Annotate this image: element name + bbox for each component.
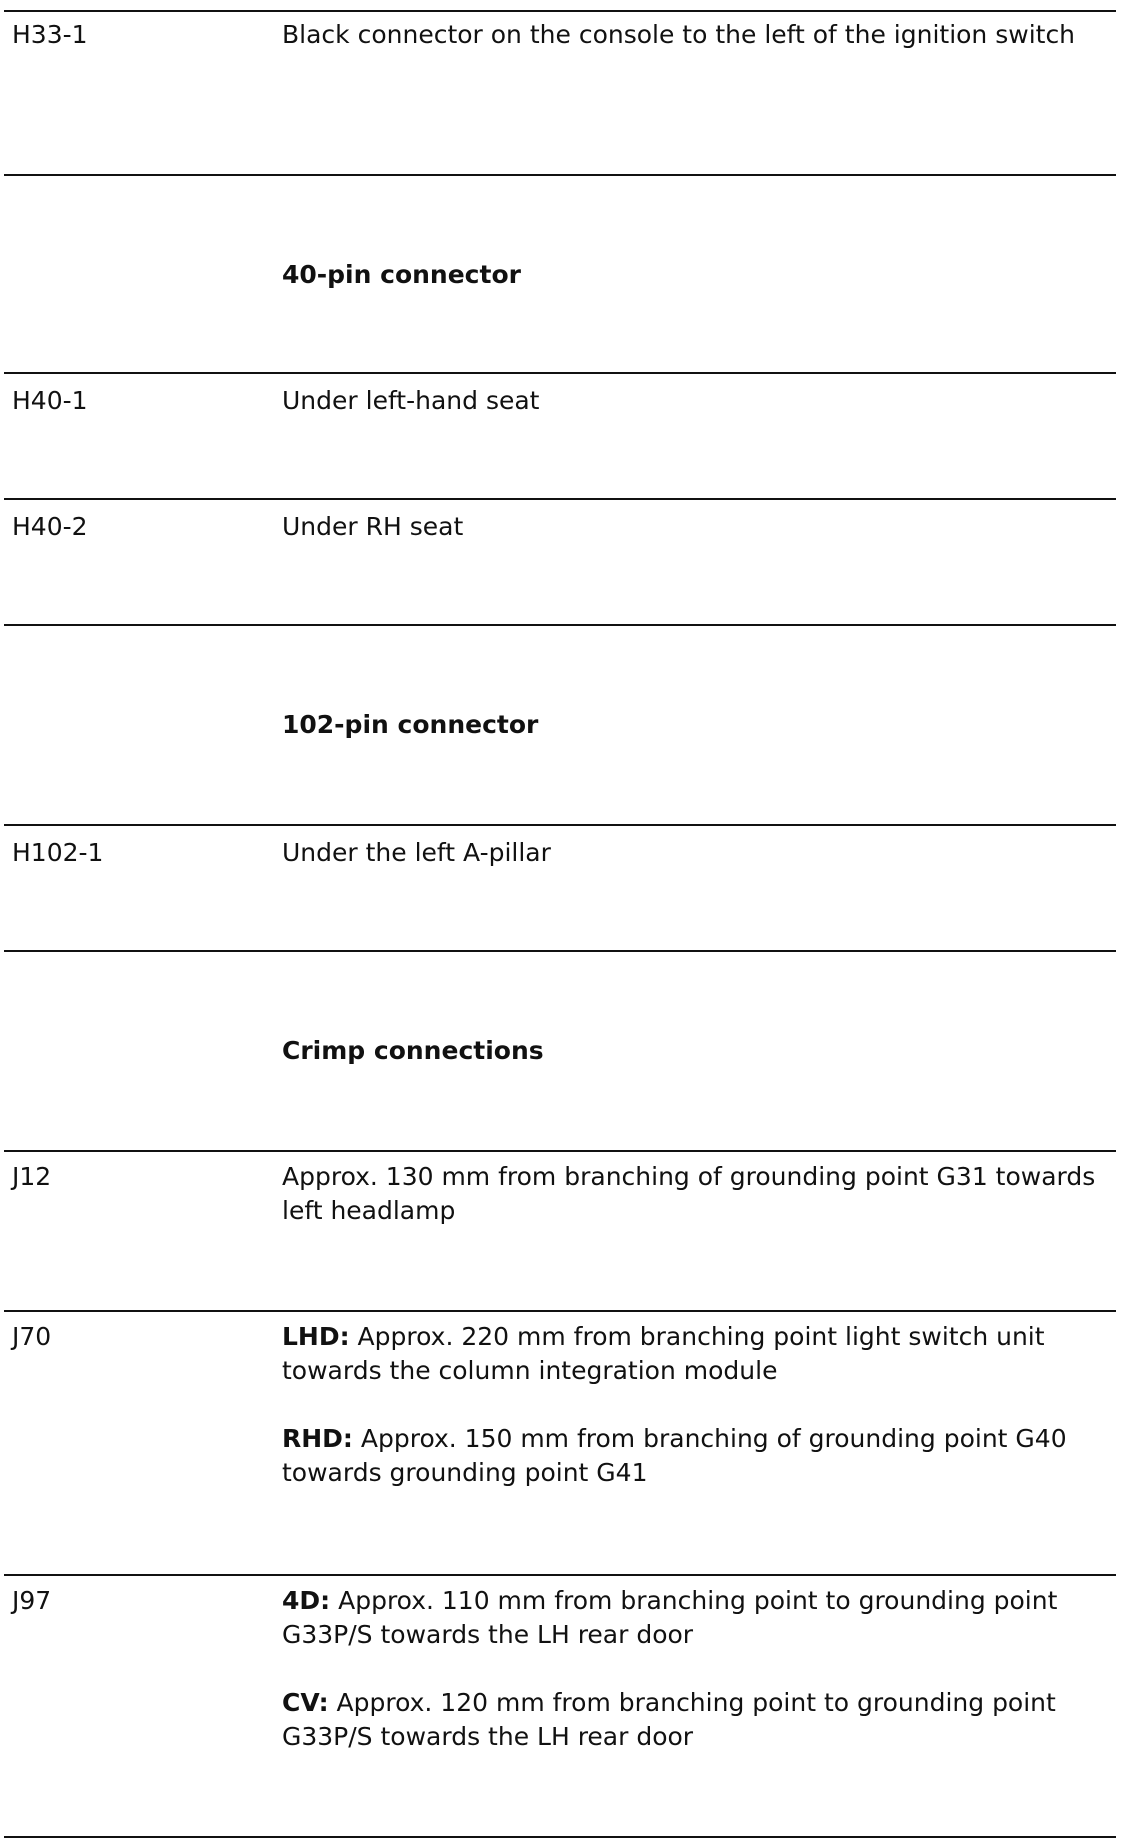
location-paragraph: Under left-hand seat bbox=[282, 386, 540, 415]
row-divider bbox=[4, 1150, 1116, 1152]
location-paragraph: Under RH seat bbox=[282, 512, 464, 541]
connector-location bbox=[282, 384, 1122, 418]
location-paragraph: CV: Approx. 120 mm from branching point to grounding point G33P/S towards the LH rear door bbox=[282, 1688, 1056, 1751]
connector-location bbox=[282, 510, 1122, 544]
section-heading: 102-pin connector bbox=[282, 710, 539, 739]
section-heading: 40-pin connector bbox=[282, 260, 521, 289]
connector-code: H33-1 bbox=[12, 20, 88, 49]
row-divider bbox=[4, 950, 1116, 952]
table-top-rule bbox=[4, 10, 1116, 12]
section-heading: Crimp connections bbox=[282, 1036, 544, 1065]
row-divider bbox=[4, 1310, 1116, 1312]
row-divider bbox=[4, 1574, 1116, 1576]
location-paragraph: 4D: Approx. 110 mm from branching point to grounding point G33P/S towards the LH rear door bbox=[282, 1586, 1058, 1649]
row-divider bbox=[4, 174, 1116, 176]
connector-location bbox=[282, 18, 1122, 52]
location-paragraph: RHD: Approx. 150 mm from branching of grounding point G40 towards grounding point G41 bbox=[282, 1424, 1067, 1487]
connector-location bbox=[282, 1160, 1122, 1228]
connector-code: J12 bbox=[12, 1162, 52, 1191]
row-divider bbox=[4, 824, 1116, 826]
location-paragraph: Approx. 130 mm from branching of grounding point G31 towards left headlamp bbox=[282, 1162, 1096, 1225]
connector-code: J97 bbox=[12, 1586, 52, 1615]
row-divider bbox=[4, 372, 1116, 374]
connector-location bbox=[282, 836, 1122, 870]
connector-code: J70 bbox=[12, 1322, 52, 1351]
connector-code: H40-2 bbox=[12, 512, 88, 541]
row-divider bbox=[4, 624, 1116, 626]
connector-code: H102-1 bbox=[12, 838, 104, 867]
location-paragraph: Black connector on the console to the left of the ignition switch bbox=[282, 20, 1076, 49]
connector-code: H40-1 bbox=[12, 386, 88, 415]
row-divider bbox=[4, 498, 1116, 500]
connector-location bbox=[282, 1584, 1122, 1754]
connector-location bbox=[282, 1320, 1122, 1490]
location-paragraph: Under the left A-pillar bbox=[282, 838, 551, 867]
table-bottom-rule bbox=[4, 1836, 1116, 1838]
location-paragraph: LHD: Approx. 220 mm from branching point light switch unit towards the column integration module bbox=[282, 1322, 1045, 1385]
